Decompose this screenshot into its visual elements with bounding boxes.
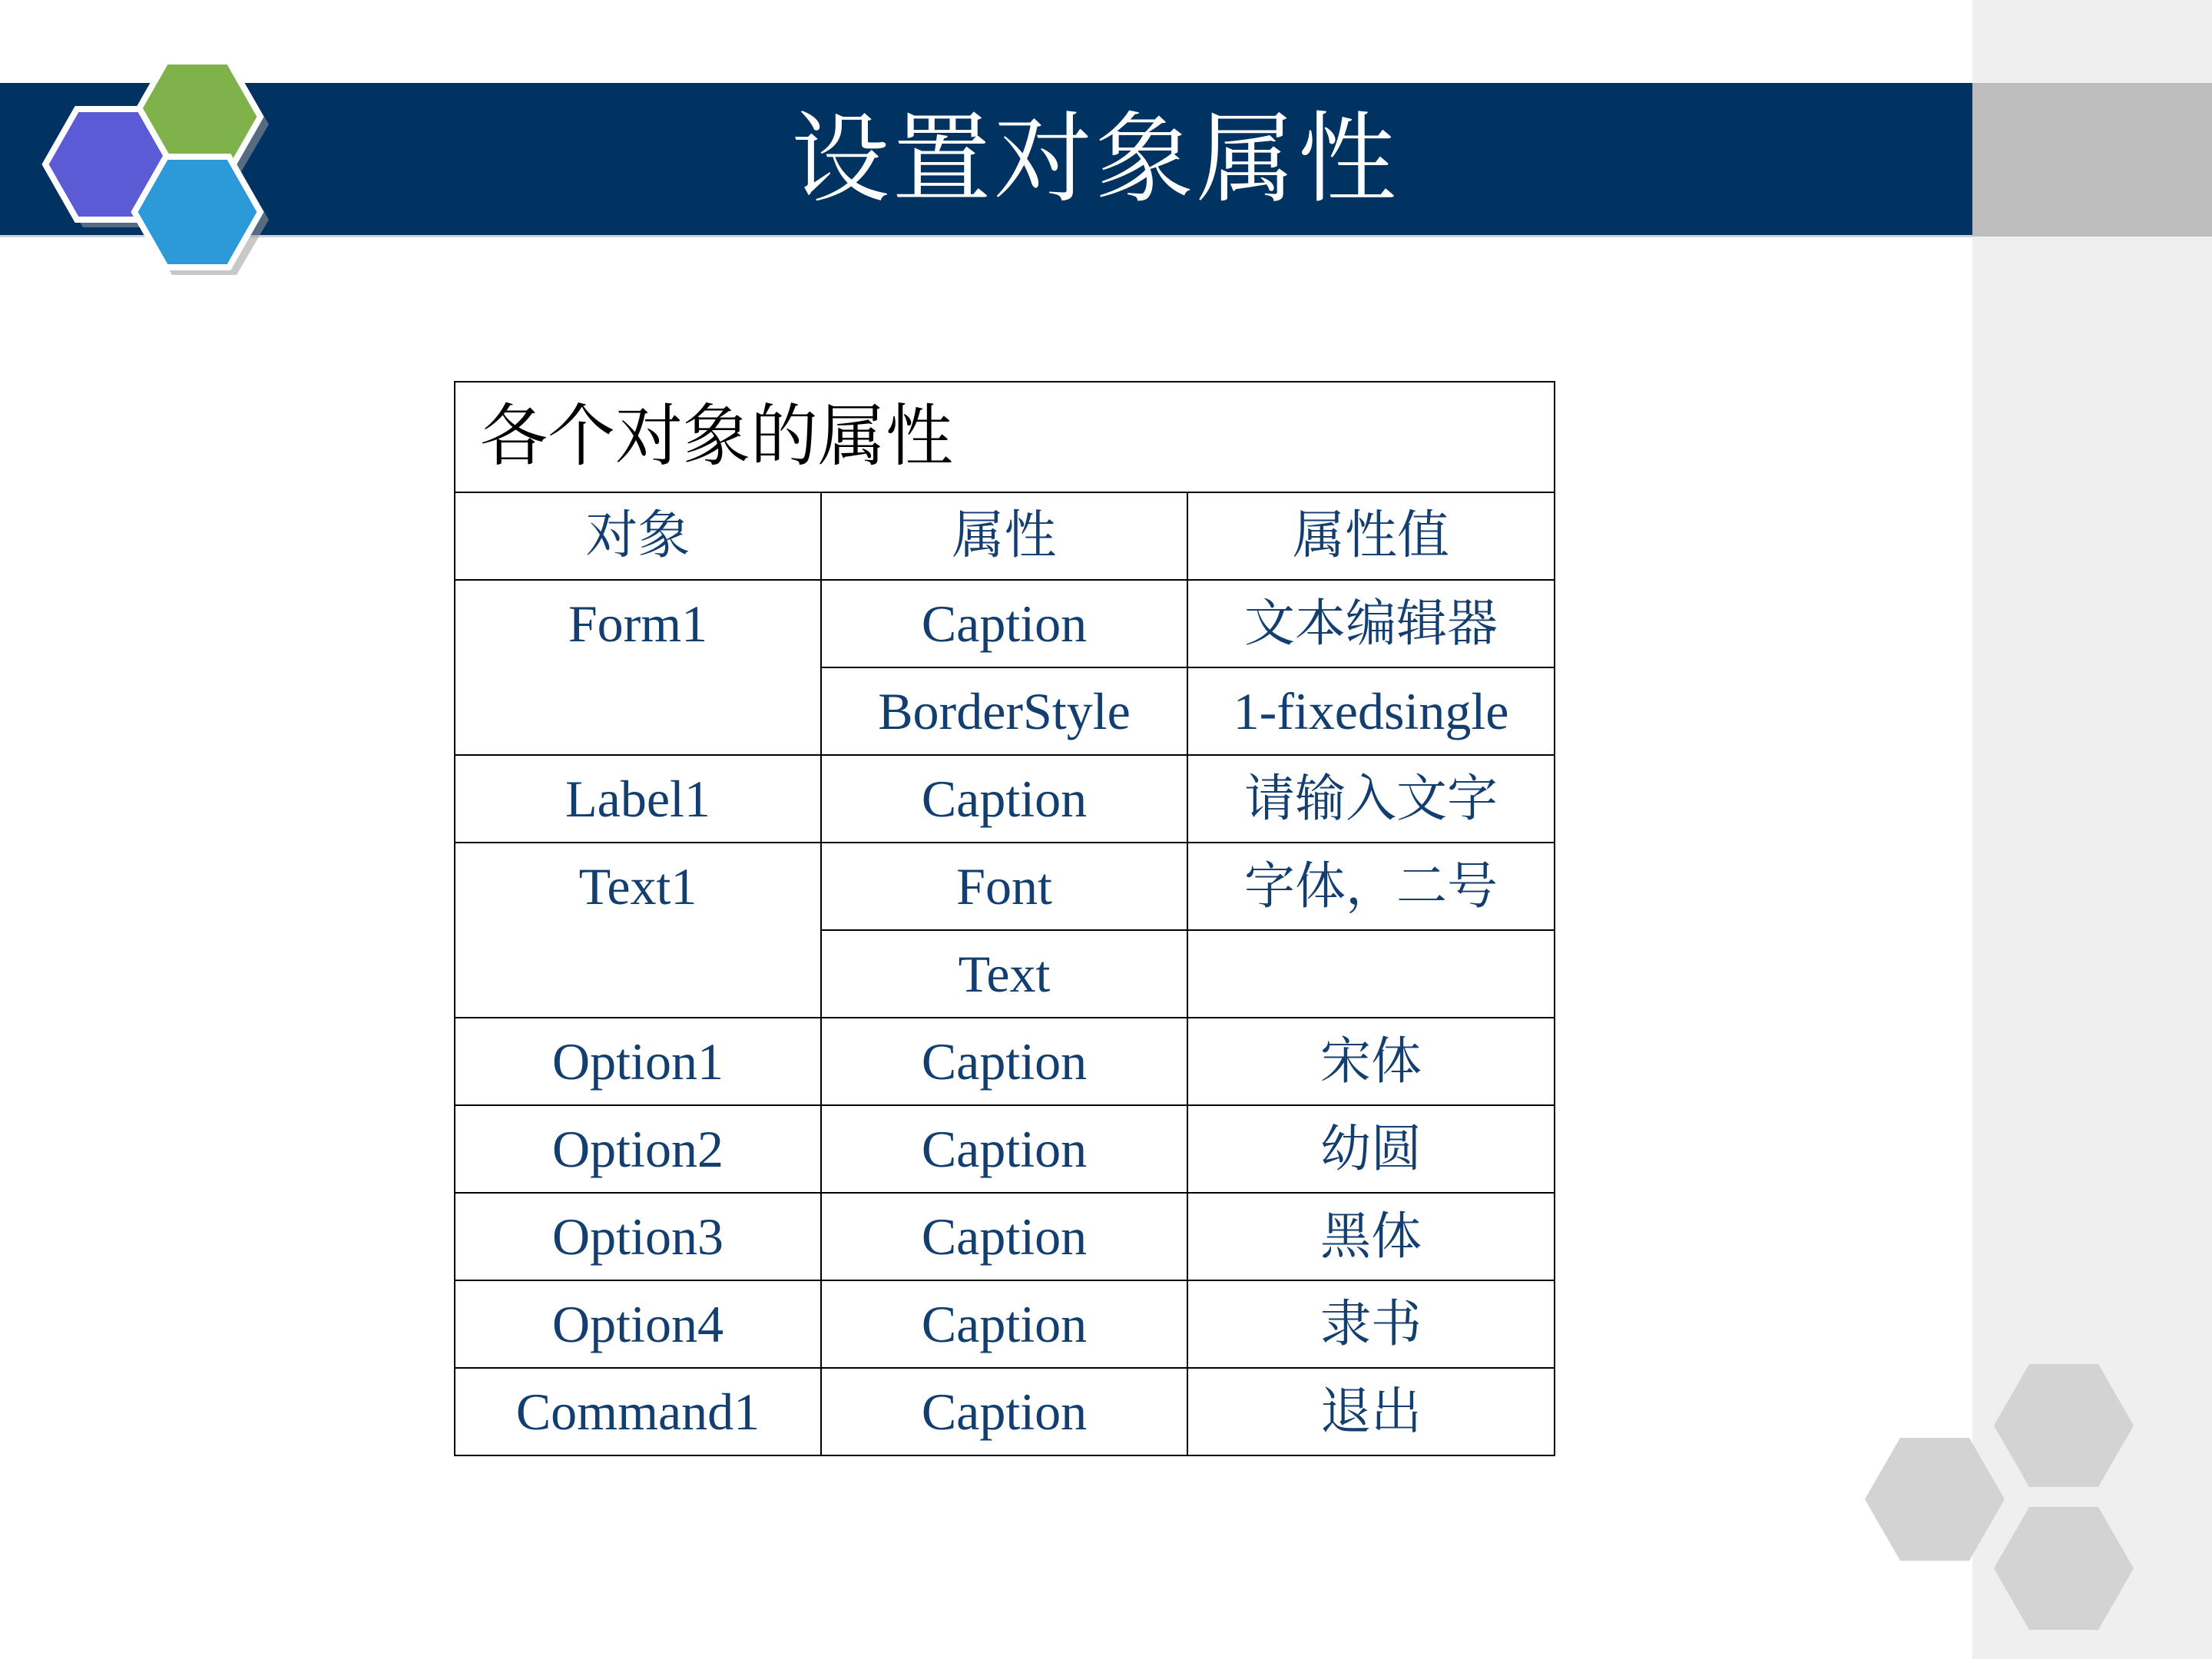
property-cell: Caption <box>821 755 1187 843</box>
column-header-value: 属性值 <box>1187 492 1555 580</box>
value-cell: 隶书 <box>1187 1280 1555 1368</box>
object-cell: Option2 <box>455 1105 821 1193</box>
table-row <box>455 1018 1555 1105</box>
property-cell: Caption <box>821 1280 1187 1368</box>
property-cell: Caption <box>821 580 1187 667</box>
column-header-property: 属性 <box>821 492 1187 580</box>
object-cell: Option3 <box>455 1193 821 1280</box>
property-cell: BorderStyle <box>821 667 1187 755</box>
properties-table-container <box>454 381 1554 1456</box>
table-row <box>455 1280 1555 1368</box>
title-bar-underline <box>0 235 1972 237</box>
value-cell: 文本编辑器 <box>1187 580 1555 667</box>
table-header-row <box>455 492 1555 580</box>
property-cell: Caption <box>821 1368 1187 1455</box>
table-caption: 各个对象的属性 <box>455 382 1555 492</box>
table-row <box>455 755 1555 843</box>
property-cell: Text <box>821 930 1187 1018</box>
object-cell: Form1 <box>455 580 821 755</box>
property-cell: Caption <box>821 1193 1187 1280</box>
column-header-object: 对象 <box>455 492 821 580</box>
value-cell <box>1187 930 1555 1018</box>
object-cell: Command1 <box>455 1368 821 1455</box>
table-caption-row <box>455 382 1555 492</box>
object-cell: Option4 <box>455 1280 821 1368</box>
table-row <box>455 1105 1555 1193</box>
table-row <box>455 580 1555 667</box>
hexagon-logo-icon <box>23 46 269 276</box>
value-cell: 请输入文字 <box>1187 755 1555 843</box>
decorative-hexagons-icon <box>1843 1352 2166 1659</box>
slide-title: 设置对象属性 <box>791 102 1400 217</box>
table-row <box>455 1193 1555 1280</box>
value-cell: 宋体 <box>1187 1018 1555 1105</box>
right-side-band <box>1972 83 2212 237</box>
property-cell: Caption <box>821 1105 1187 1193</box>
property-cell: Font <box>821 843 1187 930</box>
value-cell: 退出 <box>1187 1368 1555 1455</box>
table-row <box>455 1368 1555 1455</box>
table-row <box>455 843 1555 930</box>
property-cell: Caption <box>821 1018 1187 1105</box>
object-cell: Option1 <box>455 1018 821 1105</box>
object-cell: Label1 <box>455 755 821 843</box>
object-cell: Text1 <box>455 843 821 1018</box>
value-cell: 黑体 <box>1187 1193 1555 1280</box>
cyan-hexagon <box>134 157 260 267</box>
value-cell: 幼圆 <box>1187 1105 1555 1193</box>
properties-table <box>454 381 1555 1456</box>
value-cell: 1-fixedsingle <box>1187 667 1555 755</box>
value-cell: 字体，二号 <box>1187 843 1555 930</box>
